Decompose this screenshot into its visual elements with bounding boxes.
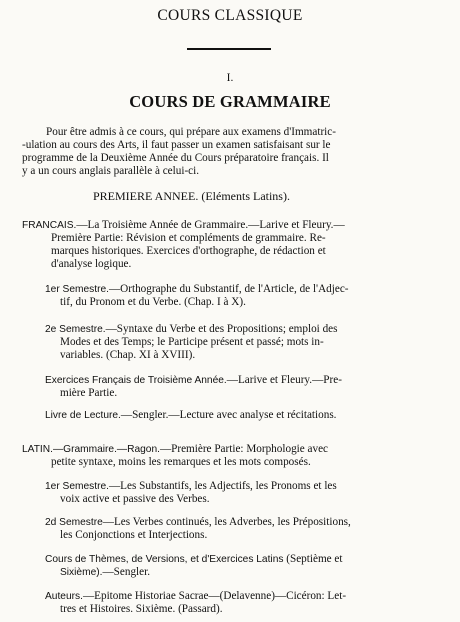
francais-line-4: d'analyse logique. [51,258,132,270]
francais-label: FRANCAIS. [22,220,77,231]
intro-line-4: y a un cours anglais parallèle à celui-ci. [22,165,200,177]
francais-exercices-text: —Larive et Fleury.—Pre- [226,374,342,386]
section-title: COURS DE GRAMMAIRE [129,92,331,111]
latin-sem1-line-1 [45,480,337,493]
francais-livre-text: —Sengler.—Lecture avec analyse et récitations. [120,409,337,421]
francais-sem1-text: —Orthographe du Substantif, de l'Article, de l'Adjec- [108,283,349,295]
latin-auteurs-text: —Epitome Historiae Sacrae—(Delavenne)—Cicéron: Let- [82,590,347,602]
francais-exercices-label: Exercices Français de Troisième Année. [45,375,227,386]
latin-sem1-text: —Les Substantifs, les Adjectifs, les Pronoms et les [108,480,337,492]
latin-cours-text: (Septième et [286,553,343,565]
francais-sem2-text: —Syntaxe du Verbe et des Propositions; emploi des [105,323,338,335]
francais-exercices-line-2: mière Partie. [60,387,118,399]
year-heading: PREMIERE ANNEE. (Eléments Latins). [93,189,290,203]
francais-livre-label: Livre de Lecture. [45,410,121,421]
intro-line-1: Pour être admis à ce cours, qui prépare aux examens d'Immatric- [46,126,336,138]
latin-grammaire-label: —Grammaire.—Ragon. [52,444,160,455]
latin-sem2-text: —Les Verbes continués, les Adverbes, les Prépositions, [102,516,351,528]
francais-sem2-line-3: variables. (Chap. XI à XVIII). [60,349,196,361]
francais-line-2: Première Partie: Révision et compléments de grammaire. Re- [51,232,326,244]
latin-sem2-line-2: les Conjonctions et Interjections. [60,529,208,541]
francais-line-3: marques historiques. Exercices d'orthographe, de rédaction et [51,245,326,257]
latin-sem2-label: 2d Semestre [45,517,103,528]
latin-sem1-line-2: voix active et passive des Verbes. [60,493,210,505]
latin-line-2: petite syntaxe, moins les remarques et les mots composés. [51,456,311,468]
intro-line-2: -ulation au cours des Arts, il faut passer un examen satisfaisant sur le [22,139,331,151]
latin-text: —Première Partie: Morphologie avec [159,443,329,455]
latin-entry-line-1 [22,443,328,456]
francais-text: —La Troisième Année de Grammaire.—Larive et Fleury.— [76,219,345,231]
latin-cours-line-2 [60,566,150,579]
section-number: I. [226,72,234,84]
latin-auteurs-label: Auteurs. [45,591,83,602]
latin-cours-label-2: Sixième). [60,567,103,578]
francais-entry-line-1 [22,219,345,232]
title-rule [187,48,271,50]
latin-auteurs-line-1 [45,590,346,603]
latin-sem2-line-1 [45,516,351,529]
intro-line-3: programme de la Deuxième Année du Cours préparatoire français. Il [22,152,329,164]
francais-sem2-line-2: Modes et des Temps; le Participe présent et passé; mots in- [60,336,324,348]
latin-sem1-label: 1er Semestre. [45,481,109,492]
francais-livre-line [45,409,336,422]
francais-sem1-line-2: tif, du Pronom et du Verbe. (Chap. I à X). [60,296,246,308]
francais-sem2-label: 2e Semestre. [45,324,106,335]
latin-label: LATIN. [22,444,53,455]
francais-sem2-line-1 [45,323,338,336]
francais-exercices-line-1 [45,374,342,387]
francais-sem1-line-1 [45,283,349,296]
latin-auteurs-line-2: tres et Histoires. Sixième. (Passard). [60,603,223,615]
francais-sem1-label: 1er Semestre. [45,284,109,295]
latin-cours-text-2: —Sengler. [102,566,151,578]
page-title: COURS CLASSIQUE [157,7,303,24]
latin-cours-line-1 [45,553,342,566]
latin-cours-label: Cours de Thèmes, de Versions, et d'Exercices Latins [45,554,284,565]
